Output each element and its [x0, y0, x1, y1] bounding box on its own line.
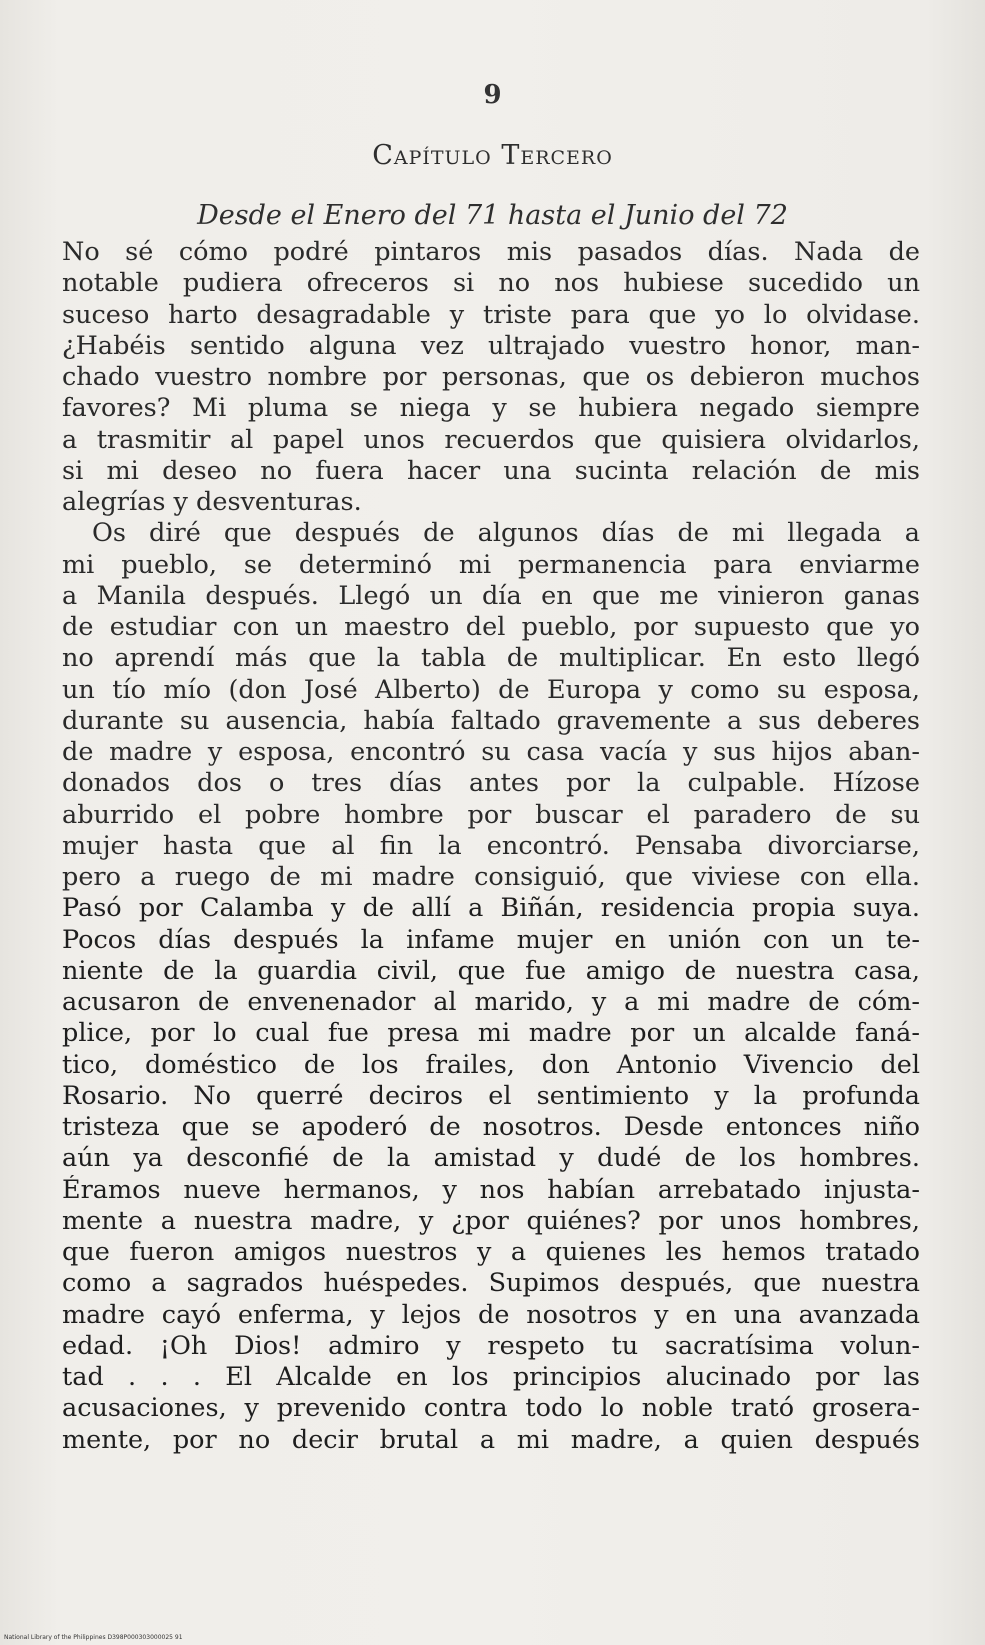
- text-line: durante su ausencia, había faltado gravemente a sus deberes: [62, 705, 920, 736]
- text-line: alegrías y desventuras.: [62, 487, 362, 517]
- text-line: que fueron amigos nuestros y a quienes les hemos tratado: [62, 1237, 920, 1267]
- text-line: plice, por lo cual fue presa mi madre por un alcalde faná-: [62, 1018, 920, 1049]
- text-line: tico, doméstico de los frailes, don Antonio Vivencio del: [62, 1049, 920, 1080]
- text-line: pero a ruego de mi madre consiguió, que viviese con ella.: [62, 862, 920, 892]
- text-line: chado vuestro nombre por personas, que os debieron muchos: [62, 362, 920, 392]
- text-line: madre cayó enferma, y lejos de nosotros y en una avanzada: [62, 1299, 920, 1330]
- text-line: mujer hasta que al fin la encontró. Pensaba divorciarse,: [62, 830, 920, 861]
- text-line: notable pudiera ofreceros si no nos hubiese sucedido un: [62, 268, 920, 299]
- text-line: Os diré que después de algunos días de mi llegada a: [92, 518, 920, 549]
- text-line: si mi deseo no fuera hacer una sucinta relación de mis: [62, 455, 920, 486]
- text-line: donados dos o tres días antes por la culpable. Hízose: [62, 768, 920, 799]
- text-line: tad . . . El Alcalde en los principios alucinado por las: [62, 1362, 920, 1392]
- text-line: aburrido el pobre hombre por buscar el paradero de su: [62, 799, 920, 830]
- page-number: 9: [483, 80, 502, 110]
- text-line: a trasmitir al papel unos recuerdos que quisiera olvidarlos,: [62, 424, 920, 455]
- text-line: favores? Mi pluma se niega y se hubiera negado siempre: [62, 393, 920, 424]
- text-line: acusaciones, y prevenido contra todo lo noble trató grosera-: [62, 1393, 920, 1424]
- text-line: como a sagrados huéspedes. Supimos después, que nuestra: [62, 1268, 920, 1299]
- text-line: suceso harto desagradable y triste para que yo lo olvidase.: [62, 299, 920, 330]
- library-credit: National Library of the Philippines D398P000303000025 91: [4, 1634, 183, 1641]
- text-line: a Manila después. Llegó un día en que me vinieron ganas: [62, 580, 920, 611]
- text-line: Pasó por Calamba y de allí a Biñán, residencia propia suya.: [62, 893, 920, 924]
- text-line: Rosario. No querré deciros el sentimiento y la profunda: [62, 1080, 920, 1111]
- text-line: mente a nuestra madre, y ¿por quiénes? por unos hombres,: [62, 1205, 920, 1236]
- text-line: Pocos días después la infame mujer en unión con un te-: [62, 924, 920, 955]
- text-line: aún ya desconfié de la amistad y dudé de los hombres.: [62, 1143, 920, 1174]
- text-line: edad. ¡Oh Dios! admiro y respeto tu sacratísima volun-: [62, 1330, 920, 1361]
- text-line: ¿Habéis sentido alguna vez ultrajado vuestro honor, man-: [62, 330, 920, 361]
- text-line: de madre y esposa, encontró su casa vacía y sus hijos aban-: [62, 737, 920, 767]
- chapter-title: Capítulo Tercero: [372, 140, 613, 171]
- text-line: de estudiar con un maestro del pueblo, por supuesto que yo: [62, 612, 920, 642]
- text-line: niente de la guardia civil, que fue amigo de nuestra casa,: [62, 955, 920, 986]
- text-line: no aprendí más que la tabla de multiplicar. En esto llegó: [62, 643, 920, 674]
- text-line: acusaron de envenenador al marido, y a mi madre de cóm-: [62, 987, 920, 1017]
- text-line: mente, por no decir brutal a mi madre, a quien después: [62, 1424, 920, 1455]
- text-line: tristeza que se apoderó de nosotros. Desde entonces niño: [62, 1112, 920, 1142]
- text-line: un tío mío (don José Alberto) de Europa y como su esposa,: [62, 674, 920, 705]
- text-line: mi pueblo, se determinó mi permanencia para enviarme: [62, 549, 920, 580]
- text-line: Éramos nueve hermanos, y nos habían arrebatado injusta-: [62, 1174, 920, 1205]
- text-line: No sé cómo podré pintaros mis pasados días. Nada de: [62, 237, 920, 267]
- chapter-subtitle: Desde el Enero del 71 hasta el Junio del 72: [197, 200, 788, 231]
- body-text: [62, 237, 920, 1456]
